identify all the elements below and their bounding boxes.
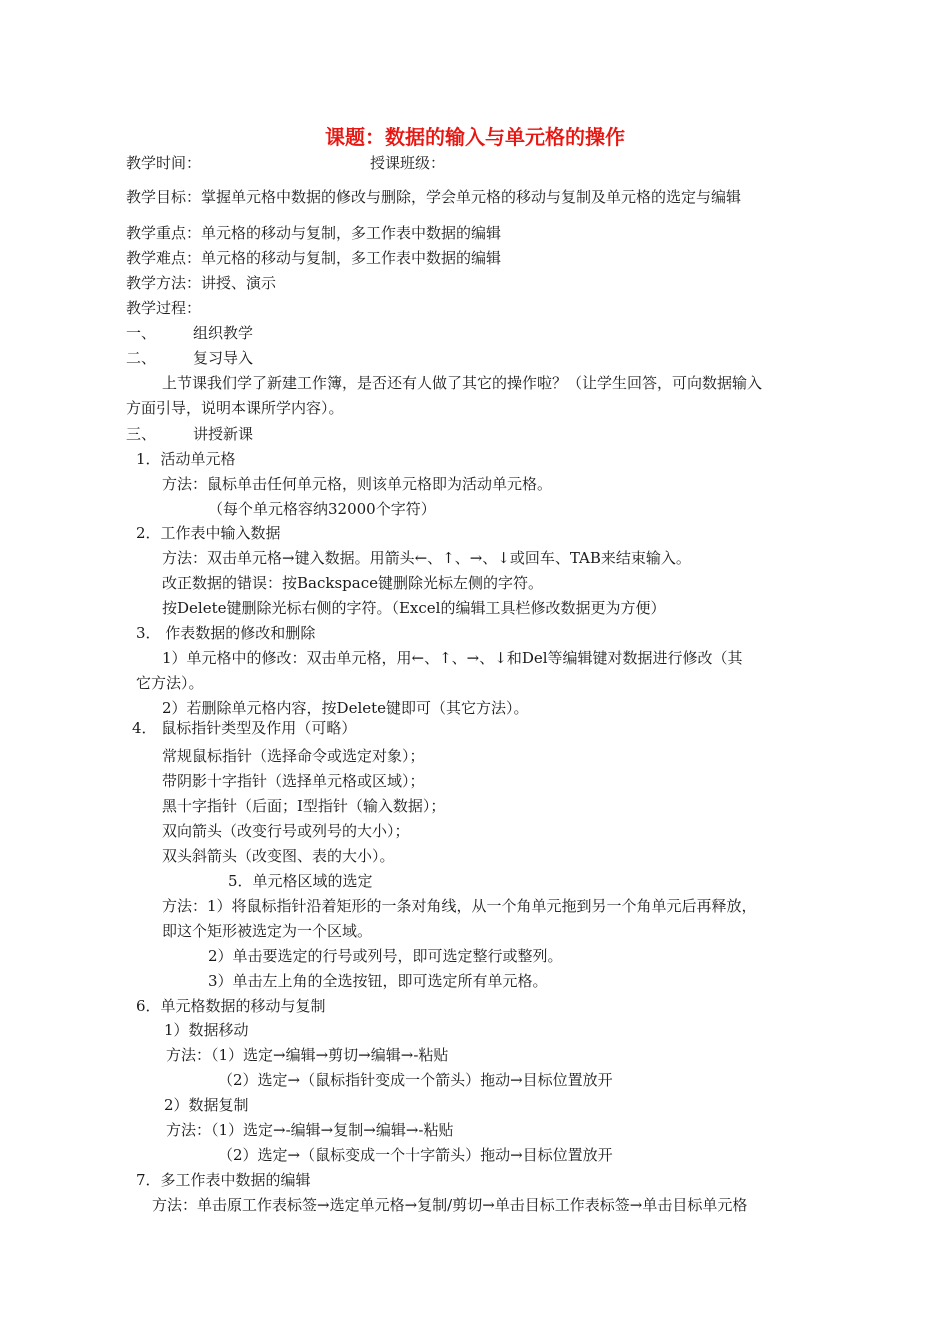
point-text: 1）单元格中的修改：双击单元格，用←、↑、→、↓和Del等编辑键对数据进行修改（其 xyxy=(162,649,743,667)
point-heading: 4． 鼠标指针类型及作用（可略） xyxy=(132,719,357,737)
point-heading: 3． 作表数据的修改和删除 xyxy=(136,624,316,642)
point-heading: 7．多工作表中数据的编辑 xyxy=(136,1171,311,1189)
section-number: 三、 xyxy=(126,425,157,443)
teaching-key-point: 教学重点：单元格的移动与复制，多工作表中数据的编辑 xyxy=(126,224,502,242)
point-text: 按Delete键删除光标右侧的字符。（Excel的编辑工具栏修改数据更为方便） xyxy=(162,599,666,617)
review-paragraph-line: 上节课我们学了新建工作簿，是否还有人做了其它的操作啦？（让学生回答，可向数据输入 xyxy=(162,374,763,392)
point-text: 方法：（1）选定→-编辑→复制→编辑→-粘贴 xyxy=(166,1121,454,1139)
teaching-method: 教学方法：讲授、演示 xyxy=(126,274,277,292)
teaching-time-label: 教学时间： xyxy=(126,154,202,172)
point-text: 方法：1）将鼠标指针沿着矩形的一条对角线，从一个角单元拖到另一个角单元后再释放， xyxy=(162,897,757,915)
point-text: 改正数据的错误：按Backspace键删除光标左侧的字符。 xyxy=(162,574,543,592)
point-text: 方法：鼠标单击任何单元格，则该单元格即为活动单元格。 xyxy=(162,475,553,493)
section-number: 二、 xyxy=(126,349,157,367)
point-heading: 6．单元格数据的移动与复制 xyxy=(136,997,326,1015)
sub-heading: 2）数据复制 xyxy=(164,1096,249,1114)
section-heading: 组织教学 xyxy=(193,324,254,342)
teaching-process: 教学过程： xyxy=(126,299,202,317)
point-text: 2）单击要选定的行号或列号，即可选定整行或整列。 xyxy=(208,947,563,965)
point-text: 方法：双击单元格→键入数据。用箭头←、↑、→、↓或回车、TAB来结束输入。 xyxy=(162,549,691,567)
section-heading: 复习导入 xyxy=(193,349,254,367)
point-text: 3）单击左上角的全选按钮，即可选定所有单元格。 xyxy=(208,972,548,990)
teaching-goal: 教学目标：掌握单元格中数据的修改与删除，学会单元格的移动与复制及单元格的选定与编辑 xyxy=(126,188,742,206)
point-text: 方法：（1）选定→编辑→剪切→编辑→-粘贴 xyxy=(166,1046,449,1064)
pointer-type-item: 双头斜箭头（改变图、表的大小）。 xyxy=(162,847,395,865)
section-number: 一、 xyxy=(126,324,157,342)
point-text: 方法：单击原工作表标签→选定单元格→复制/剪切→单击目标工作表标签→单击目标单元格 xyxy=(152,1196,748,1214)
class-label: 授课班级： xyxy=(370,154,446,172)
review-paragraph-line: 方面引导，说明本课所学内容）。 xyxy=(126,399,344,417)
point-heading: 5．单元格区域的选定 xyxy=(228,872,373,890)
point-text: （2）选定→（鼠标指针变成一个箭头）拖动→目标位置放开 xyxy=(218,1071,613,1089)
page-title: 课题：数据的输入与单元格的操作 xyxy=(325,125,625,149)
point-heading: 1．活动单元格 xyxy=(136,450,236,468)
pointer-type-item: 带阴影十字指针（选择单元格或区域）； xyxy=(162,772,425,790)
sub-heading: 1）数据移动 xyxy=(164,1021,249,1039)
point-heading: 2．工作表中输入数据 xyxy=(136,524,281,542)
point-text: 它方法）。 xyxy=(136,674,204,692)
section-heading: 讲授新课 xyxy=(193,425,254,443)
pointer-type-item: 双向箭头（改变行号或列号的大小）； xyxy=(162,822,410,840)
point-text: （每个单元格容纳32000个字符） xyxy=(208,500,436,518)
pointer-type-item: 常规鼠标指针（选择命令或选定对象）； xyxy=(162,747,425,765)
point-text: 即这个矩形被选定为一个区域。 xyxy=(162,922,373,940)
point-text: （2）选定→（鼠标变成一个十字箭头）拖动→目标位置放开 xyxy=(218,1146,613,1164)
point-text: 2）若删除单元格内容，按Delete键即可（其它方法）。 xyxy=(162,699,529,717)
pointer-type-item: 黑十字指针（后面；I型指针（输入数据）； xyxy=(162,797,446,815)
teaching-difficulty: 教学难点：单元格的移动与复制，多工作表中数据的编辑 xyxy=(126,249,502,267)
